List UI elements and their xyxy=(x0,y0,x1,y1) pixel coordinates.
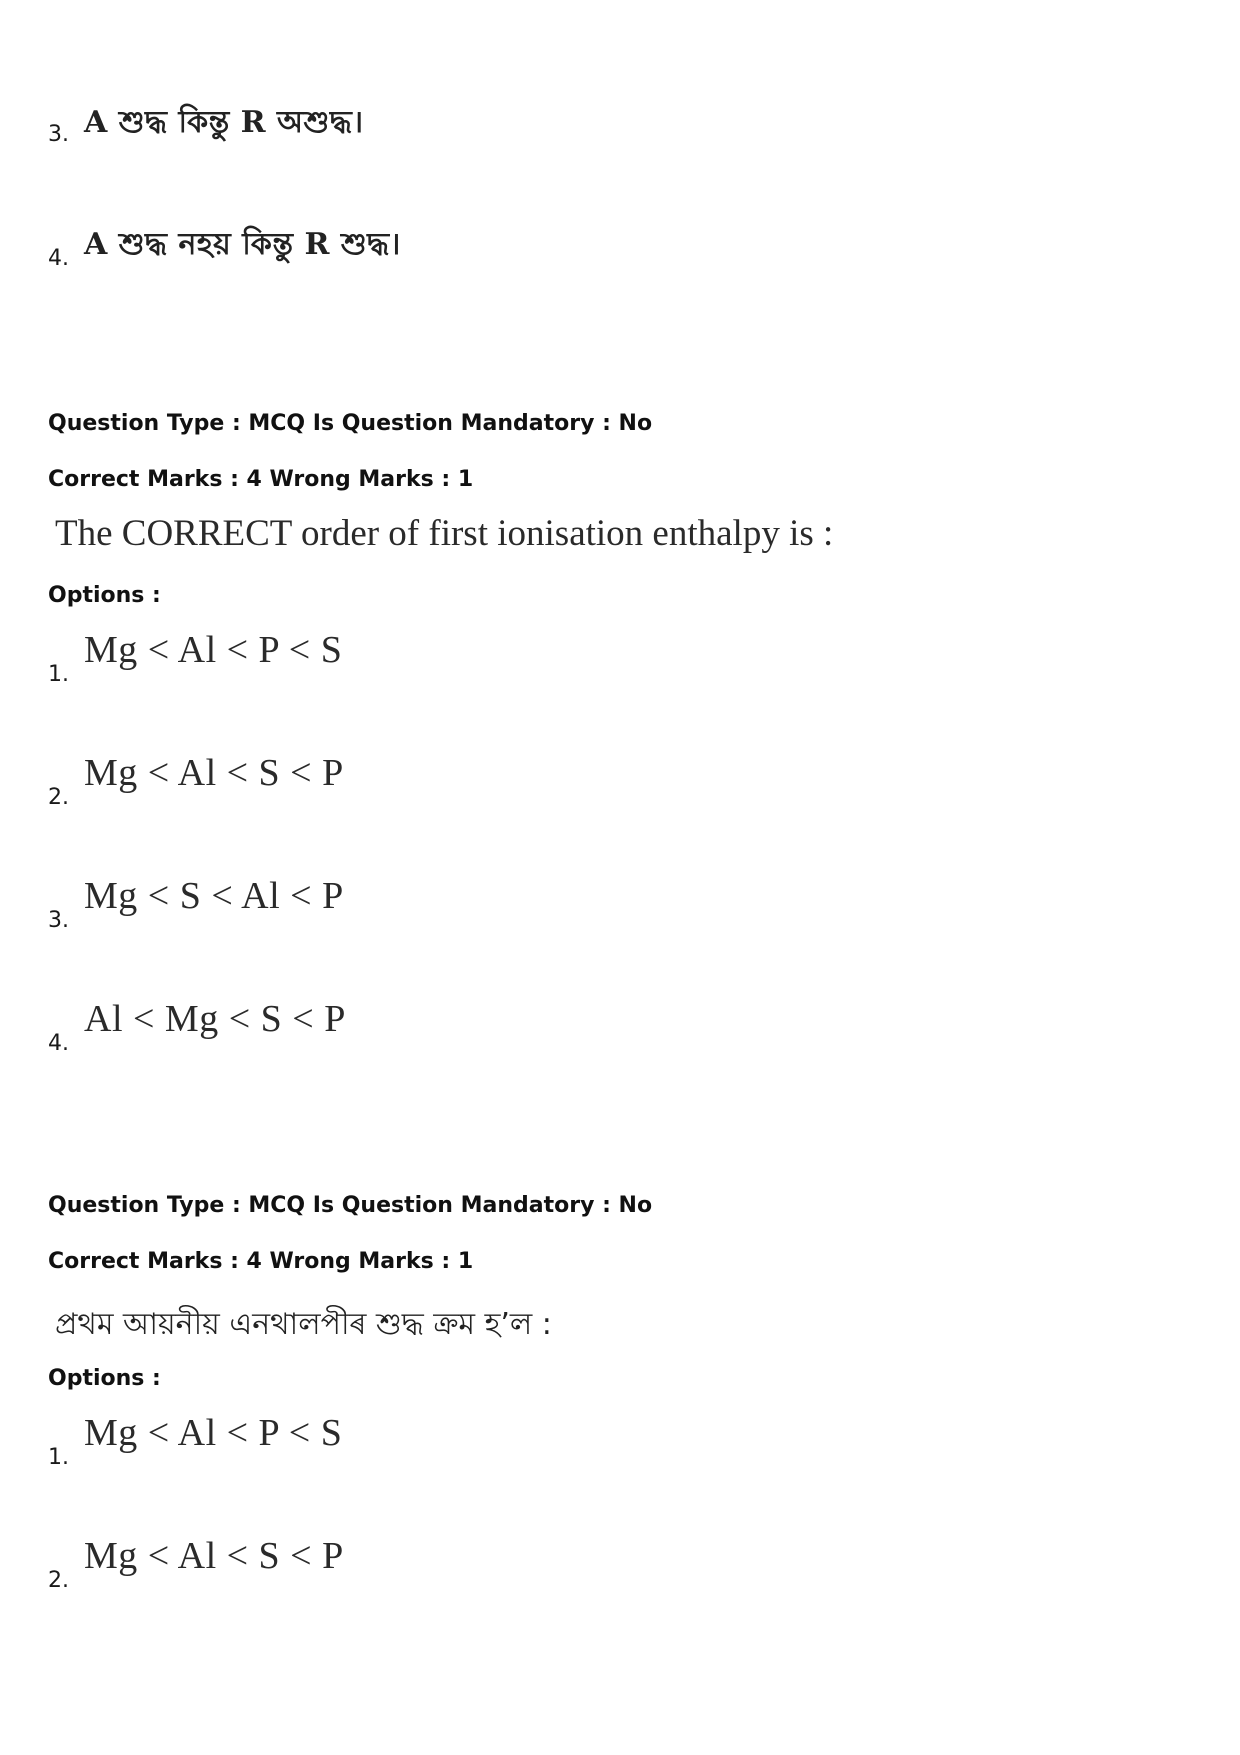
question-type-line: Question Type : MCQ Is Question Mandatory : No xyxy=(48,1193,653,1218)
marks-line: Correct Marks : 4 Wrong Marks : 1 xyxy=(48,1249,474,1274)
option-number: 4. xyxy=(48,1031,69,1056)
option-number: 3. xyxy=(48,122,69,147)
question-text: প্ৰথম আয়নীয় এনথালপীৰ শুদ্ধ ক্ৰম হ’ল : xyxy=(55,1307,552,1342)
option-text: Mg < Al < S < P xyxy=(84,1535,344,1577)
option-text: A শুদ্ধ নহয় কিন্তু R শুদ্ধ। xyxy=(84,227,401,262)
option-text: Mg < S < Al < P xyxy=(84,875,344,917)
option-text: Mg < Al < S < P xyxy=(84,752,344,794)
option-number: 3. xyxy=(48,908,69,933)
option-number: 4. xyxy=(48,246,69,271)
options-label: Options : xyxy=(48,1366,161,1391)
option-text: Mg < Al < P < S xyxy=(84,629,343,671)
marks-line: Correct Marks : 4 Wrong Marks : 1 xyxy=(48,467,474,492)
options-label: Options : xyxy=(48,583,161,608)
option-text: Mg < Al < P < S xyxy=(84,1412,343,1454)
option-text: Al < Mg < S < P xyxy=(84,998,346,1040)
option-text: A শুদ্ধ কিন্তু R অশুদ্ধ। xyxy=(84,105,364,140)
question-text: The CORRECT order of first ionisation enthalpy is : xyxy=(55,513,834,554)
option-number: 2. xyxy=(48,1568,69,1593)
option-number: 1. xyxy=(48,662,69,687)
question-type-line: Question Type : MCQ Is Question Mandatory : No xyxy=(48,411,653,436)
option-number: 2. xyxy=(48,785,69,810)
option-number: 1. xyxy=(48,1445,69,1470)
